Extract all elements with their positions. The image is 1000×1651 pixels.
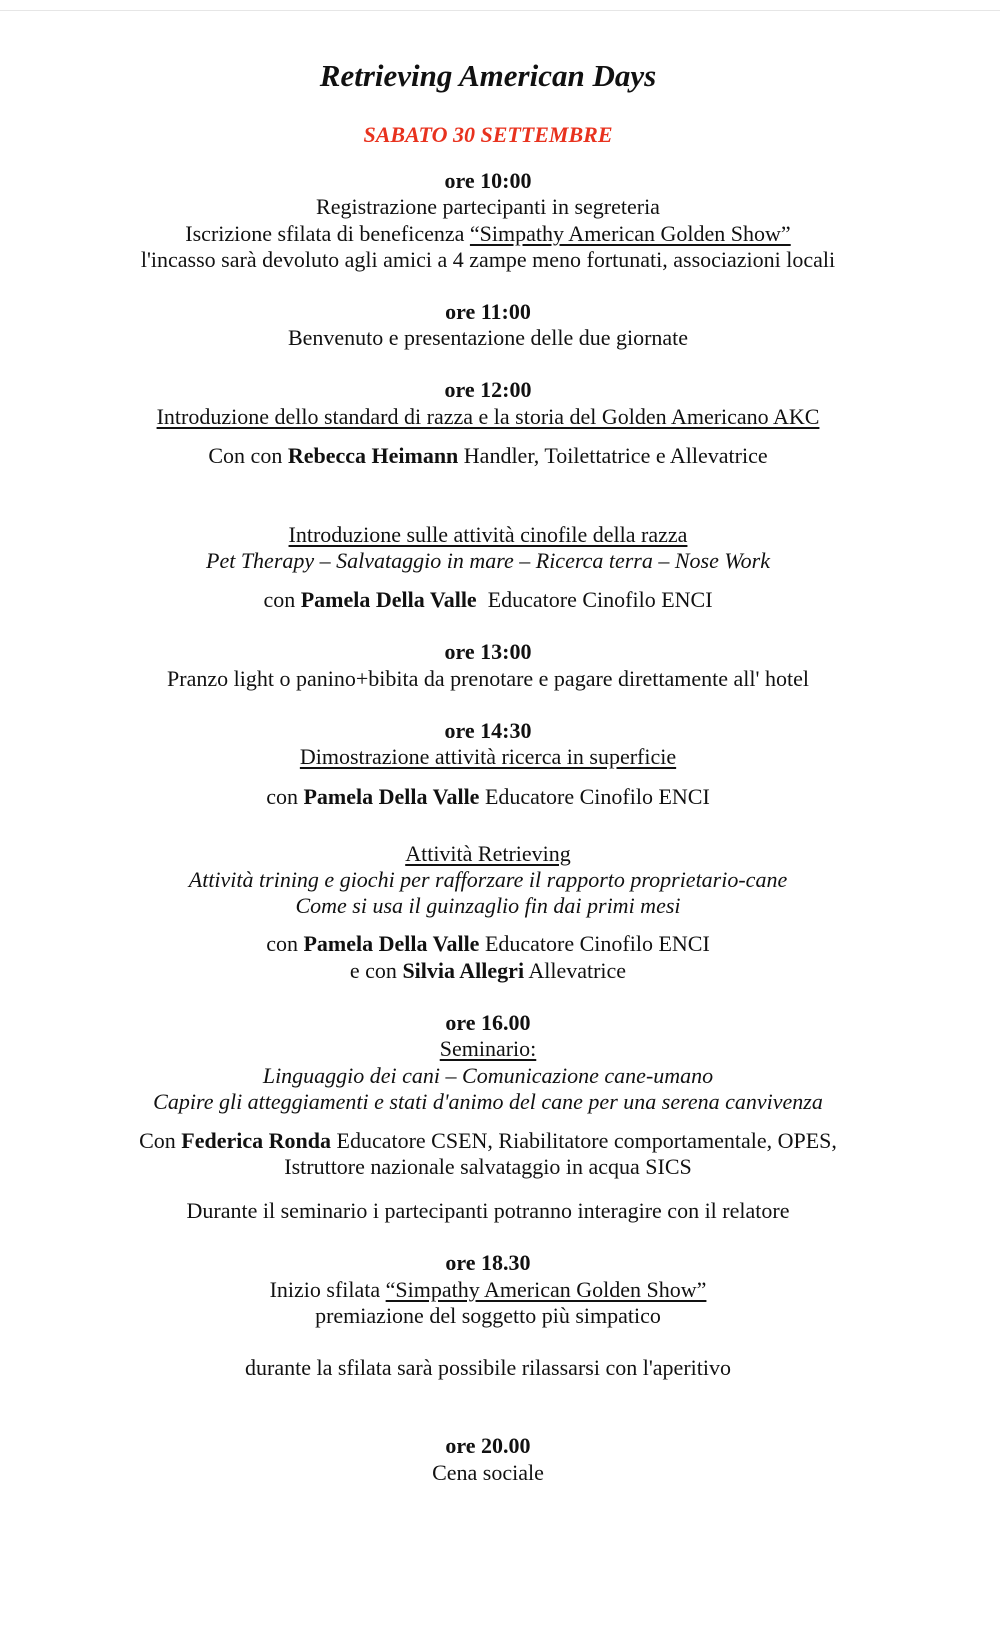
speaker-name: Pamela Della Valle (303, 784, 480, 809)
document-title: Retrieving American Days (319, 58, 657, 93)
dinner-line: Cena sociale (432, 1460, 544, 1485)
speaker-role: Educatore CSEN, Riabilitatore comportamentale, OPES, (331, 1128, 837, 1153)
speaker-role: Educatore Cinofilo ENCI (479, 931, 710, 956)
seminar-topic-line: Linguaggio dei cani – Comunicazione cane-umano (262, 1063, 714, 1088)
time-1100: ore 11:00 (445, 299, 531, 324)
time-2000: ore 20.00 (445, 1433, 531, 1458)
speaker-name: Pamela Della Valle (300, 587, 477, 612)
registration-line: Registrazione partecipanti in segreteria (316, 194, 660, 219)
speaker-line-dellavalle-2 (0, 783, 976, 810)
event-date: SABATO 30 SETTEMBRE (363, 122, 613, 147)
speaker-name: Pamela Della Valle (303, 931, 480, 956)
speaker-role: Educatore Cinofilo ENCI (479, 784, 710, 809)
speaker-prefix: Con con (208, 443, 288, 468)
search-demo-line: Dimostrazione attività ricerca in superficie (299, 744, 677, 769)
time-1430: ore 14:30 (444, 718, 532, 743)
proceeds-line: l'incasso sarà devoluto agli amici a 4 zampe meno fortunati, associazioni locali (140, 247, 836, 272)
top-divider (0, 10, 1000, 11)
seminar-label: Seminario: (439, 1036, 537, 1061)
show-start-text: Inizio sfilata (269, 1277, 386, 1302)
speaker-line-heimann (0, 442, 976, 469)
lunch-line: Pranzo light o panino+bibita da prenotare e pagare direttamente all' hotel (167, 666, 809, 691)
speaker-role: Allevatrice (524, 958, 627, 983)
time-1000: ore 10:00 (444, 168, 532, 193)
speaker-prefix: con (263, 587, 301, 612)
show-name: “Simpathy American Golden Show” (469, 221, 791, 246)
aperitivo-line: durante la sfilata sarà possibile rilassarsi con l'aperitivo (245, 1355, 731, 1380)
speaker-line-dellavalle-1 (0, 586, 976, 613)
award-line: premiazione del soggetto più simpatico (315, 1303, 661, 1328)
leash-line: Come si usa il guinzaglio fin dai primi mesi (295, 893, 681, 918)
time-1600: ore 16.00 (445, 1010, 531, 1035)
breed-standard-line: Introduzione dello standard di razza e la storia del Golden Americano AKC (156, 404, 820, 429)
speaker-line-ronda (0, 1127, 976, 1154)
speaker-name: Rebecca Heimann (287, 443, 459, 468)
speaker-prefix: con (266, 931, 304, 956)
show-name: “Simpathy American Golden Show” (385, 1277, 707, 1302)
speaker-prefix: Con (139, 1128, 182, 1153)
welcome-line: Benvenuto e presentazione delle due giornate (287, 325, 689, 350)
speaker-prefix: con (266, 784, 304, 809)
time-1830: ore 18.30 (445, 1250, 531, 1275)
speaker-role: Educatore Cinofilo ENCI (476, 587, 713, 612)
speaker-role-continued: Istruttore nazionale salvataggio in acqua SICS (284, 1154, 692, 1179)
time-1200: ore 12:00 (444, 377, 532, 402)
show-start-line (0, 1276, 976, 1303)
speaker-name: Federica Ronda (181, 1128, 331, 1153)
speaker-role: Handler, Toilettatrice e Allevatrice (458, 443, 768, 468)
seminar-subtopic-line: Capire gli atteggiamenti e stati d'animo del cane per una serena canvivenza (153, 1089, 823, 1114)
time-1300: ore 13:00 (444, 639, 532, 664)
retrieving-activity-line: Attività Retrieving (405, 841, 571, 866)
speaker-name: Silvia Allegri (402, 958, 525, 983)
training-line: Attività trining e giochi per rafforzare il rapporto proprietario-cane (188, 867, 788, 892)
speaker-prefix: e con (349, 958, 403, 983)
seminar-note-line: Durante il seminario i partecipanti potranno interagire con il relatore (186, 1198, 790, 1223)
activities-list-line: Pet Therapy – Salvataggio in mare – Ricerca terra – Nose Work (206, 548, 770, 573)
speaker-line-allegri (0, 957, 976, 984)
show-signup-text: Iscrizione sfilata di beneficenza (185, 221, 470, 246)
speaker-line-dellavalle-3 (0, 930, 976, 957)
activities-intro-line: Introduzione sulle attività cinofile della razza (288, 522, 688, 547)
show-signup-line (0, 220, 976, 247)
